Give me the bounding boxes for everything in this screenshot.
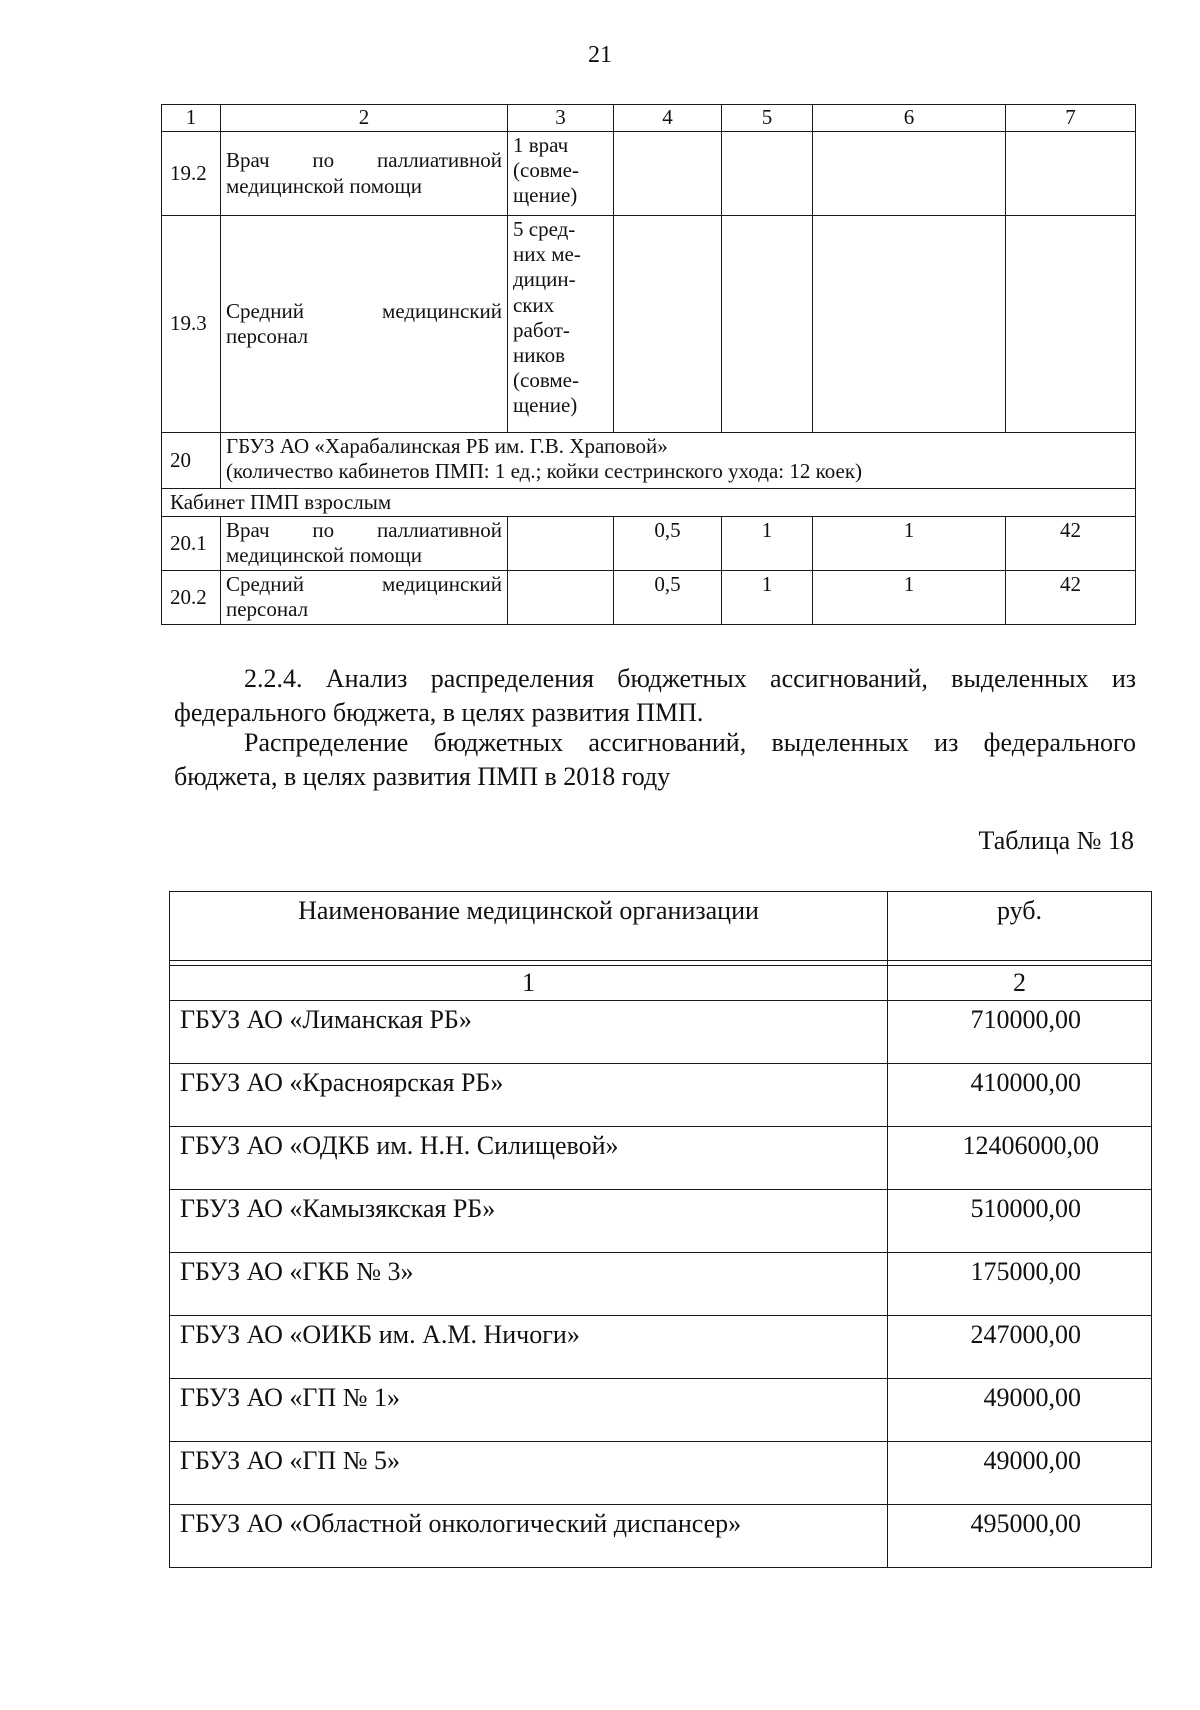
table-row [170, 1316, 1152, 1379]
column-index: 7 [1006, 105, 1136, 132]
position-name: Средний медицинский персонал [221, 571, 508, 625]
empty-cell [722, 132, 813, 216]
organization-name: ГБУЗ АО «ОДКБ им. Н.Н. Силищевой» [170, 1127, 888, 1190]
table-row [170, 1253, 1152, 1316]
row-number: 19.3 [162, 216, 221, 433]
organization-name: ГБУЗ АО «Лиманская РБ» [170, 1001, 888, 1064]
column-index: 1 [170, 966, 888, 1001]
cell-line: работ- [513, 317, 570, 342]
column-index: 6 [813, 105, 1006, 132]
column-index: 5 [722, 105, 813, 132]
table-header-row [170, 892, 1152, 961]
page-number: 21 [588, 42, 612, 68]
value-cell: 42 [1006, 517, 1136, 571]
position-name: Врач по паллиативной медицинской помощи [221, 132, 508, 216]
table-row [170, 1379, 1152, 1442]
organization-name: ГБУЗ АО «Красноярская РБ» [170, 1064, 888, 1127]
organization-name: ГБУЗ АО «ГП № 5» [170, 1442, 888, 1505]
organization-name: ГБУЗ АО «ГП № 1» [170, 1379, 888, 1442]
value-cell: 0,5 [614, 571, 722, 625]
empty-cell [508, 571, 614, 625]
column-index-row [170, 966, 1152, 1001]
cell-line: 5 сред- [513, 217, 576, 241]
organization-name: ГБУЗ АО «ОИКБ им. А.М. Ничоги» [170, 1316, 888, 1379]
table-header-row [162, 105, 1136, 132]
position-name: Средний медицинский персонал [221, 216, 508, 433]
table-caption: Таблица № 18 [978, 826, 1134, 855]
amount: 175000,00 [888, 1253, 1152, 1316]
row-number: 20.2 [162, 571, 221, 625]
cell-line: 1 врач [513, 133, 569, 157]
value-cell: 42 [1006, 571, 1136, 625]
cell-line: ских [513, 292, 555, 317]
column-index: 2 [221, 105, 508, 132]
row-number: 20 [162, 433, 221, 489]
section-label: Кабинет ПМП взрослым [162, 489, 1136, 517]
organization-name: ГБУЗ АО «Областной онкологический диспансер» [170, 1505, 888, 1568]
cell-line: дицин- [513, 267, 576, 292]
amount: 49000,00 [888, 1442, 1152, 1505]
table-row [170, 1064, 1152, 1127]
table-section-row [162, 489, 1136, 517]
cell-line: щение) [513, 183, 578, 208]
section-heading: 2.2.4. Анализ распределения бюджетных ассигнований, выделенных из федерального бюджета, в целях развития ПМП. [174, 664, 1136, 727]
organization-cell [221, 433, 1136, 489]
table-row [162, 571, 1136, 625]
staff-count-cell [508, 216, 614, 433]
section-intro: Распределение бюджетных ассигнований, выделенных из федерального бюджета, в целях развития ПМП в 2018 году [174, 728, 1136, 791]
column-header: Наименование медицинской организации [170, 892, 888, 961]
organization-name: ГБУЗ АО «Харабалинская РБ им. Г.В. Храповой» [226, 434, 668, 458]
cell-line: щение) [513, 393, 578, 418]
empty-cell [614, 132, 722, 216]
cell-line: (совме- [513, 368, 579, 393]
table-row [162, 216, 1136, 433]
value-cell: 1 [722, 517, 813, 571]
amount: 247000,00 [888, 1316, 1152, 1379]
staff-count-cell [508, 132, 614, 216]
table-row [170, 1190, 1152, 1253]
amount: 495000,00 [888, 1505, 1152, 1568]
amount: 710000,00 [888, 1001, 1152, 1064]
cell-line: (совме- [513, 158, 579, 183]
column-index: 2 [888, 966, 1152, 1001]
empty-cell [1006, 216, 1136, 433]
column-index: 3 [508, 105, 614, 132]
column-index: 4 [614, 105, 722, 132]
cell-line: них ме- [513, 242, 581, 267]
table-row [170, 1442, 1152, 1505]
empty-cell [1006, 132, 1136, 216]
column-index: 1 [162, 105, 221, 132]
value-cell: 1 [722, 571, 813, 625]
table-row [170, 1127, 1152, 1190]
value-cell: 0,5 [614, 517, 722, 571]
row-number: 20.1 [162, 517, 221, 571]
column-header: руб. [888, 892, 1152, 961]
table-row [170, 1001, 1152, 1064]
table-row-organization [162, 433, 1136, 489]
amount: 49000,00 [888, 1379, 1152, 1442]
amount: 410000,00 [888, 1064, 1152, 1127]
empty-cell [508, 517, 614, 571]
organization-name: ГБУЗ АО «ГКБ № 3» [170, 1253, 888, 1316]
value-cell: 1 [813, 517, 1006, 571]
organization-details: (количество кабинетов ПМП: 1 ед.; койки сестринского ухода: 12 коек) [226, 459, 863, 484]
empty-cell [614, 216, 722, 433]
cell-line: ников [513, 342, 566, 367]
empty-cell [813, 216, 1006, 433]
table-row [162, 517, 1136, 571]
position-name: Врач по паллиативной медицинской помощи [221, 517, 508, 571]
organization-name: ГБУЗ АО «Камызякская РБ» [170, 1190, 888, 1253]
empty-cell [722, 216, 813, 433]
value-cell: 1 [813, 571, 1006, 625]
table-row [170, 1505, 1152, 1568]
staffing-table [161, 104, 1136, 625]
empty-cell [813, 132, 1006, 216]
amount: 12406000,00 [888, 1127, 1152, 1190]
amount: 510000,00 [888, 1190, 1152, 1253]
budget-table [169, 891, 1152, 1568]
row-number: 19.2 [162, 132, 221, 216]
table-row [162, 132, 1136, 216]
